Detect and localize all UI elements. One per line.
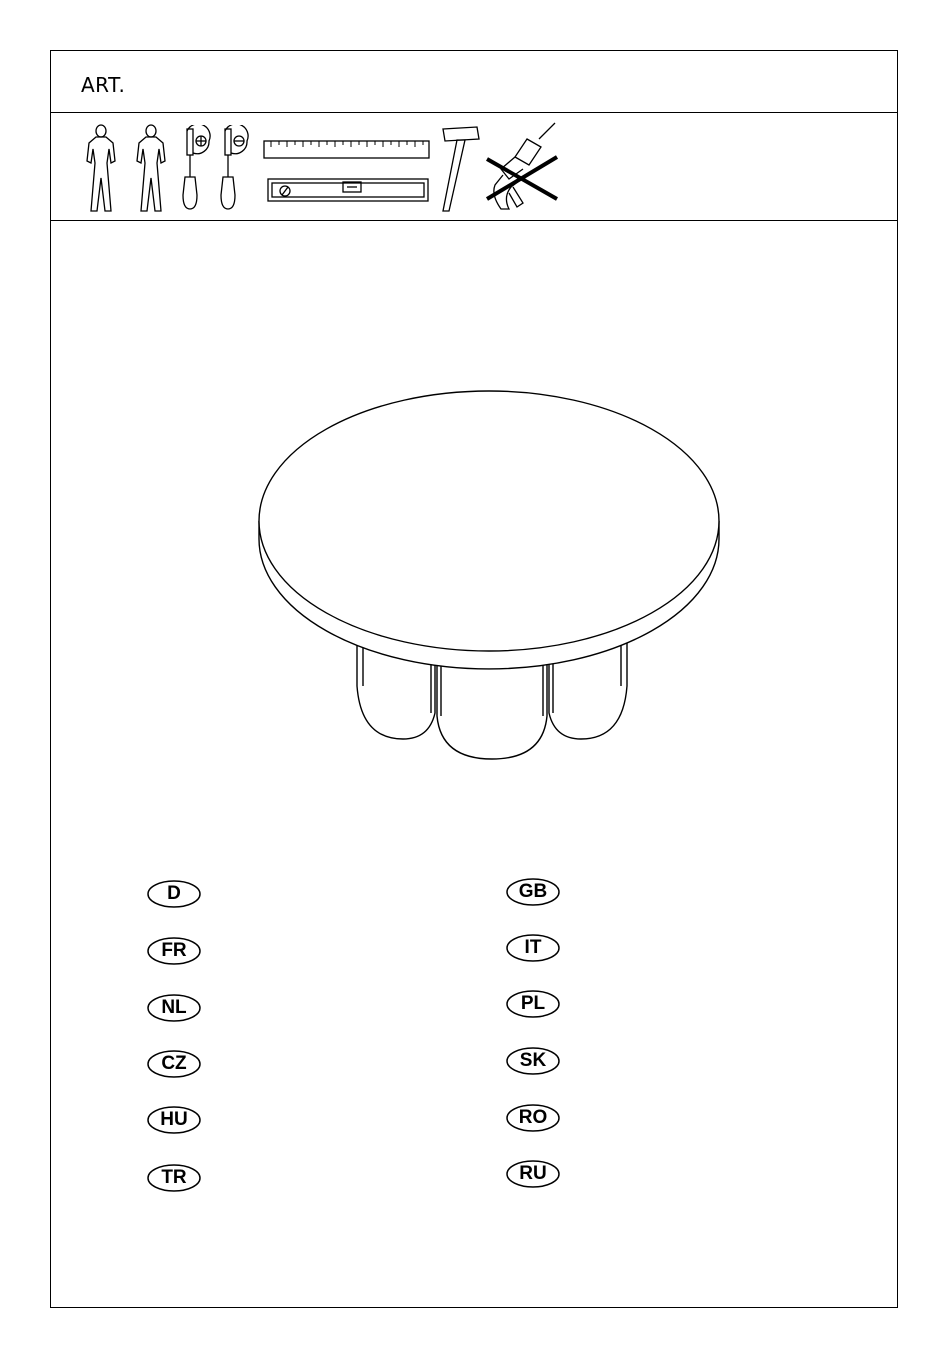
language-badge-cz xyxy=(147,1050,201,1078)
required-tools-row xyxy=(51,113,897,221)
language-code: CZ xyxy=(161,1053,187,1074)
language-code: FR xyxy=(161,940,187,961)
hammer-icon xyxy=(437,123,483,215)
person-icon xyxy=(81,123,121,213)
spirit-level-icon xyxy=(267,177,431,205)
page-frame xyxy=(50,50,898,1308)
round-table-illustration xyxy=(251,341,811,841)
language-code: NL xyxy=(161,997,187,1018)
language-badge-de xyxy=(147,880,201,908)
language-code: TR xyxy=(161,1167,187,1188)
article-number-label: ART. xyxy=(81,73,126,97)
language-badge-sk xyxy=(506,1047,560,1075)
language-code: GB xyxy=(518,881,548,902)
language-code: RU xyxy=(519,1163,547,1184)
flat-screwdriver-icon xyxy=(217,125,251,213)
language-badge-nl xyxy=(147,994,201,1022)
language-code: HU xyxy=(160,1109,188,1130)
language-code: D xyxy=(167,883,181,904)
language-badge-hu xyxy=(147,1106,201,1134)
language-code: RO xyxy=(518,1107,548,1128)
language-badge-fr xyxy=(147,937,201,965)
language-badge-pl xyxy=(506,990,560,1018)
language-badge-ru xyxy=(506,1160,560,1188)
language-code: SK xyxy=(519,1050,547,1071)
language-code: PL xyxy=(520,993,546,1014)
person-icon xyxy=(131,123,171,213)
language-badge-tr xyxy=(147,1164,201,1192)
header-row xyxy=(51,51,897,113)
drill-not-allowed-icon xyxy=(479,119,563,215)
language-badge-it xyxy=(506,934,560,962)
language-code: IT xyxy=(524,937,542,958)
language-badge-ro xyxy=(506,1104,560,1132)
language-badge-gb xyxy=(506,878,560,906)
phillips-screwdriver-icon xyxy=(179,125,213,213)
ruler-icon xyxy=(263,139,431,161)
